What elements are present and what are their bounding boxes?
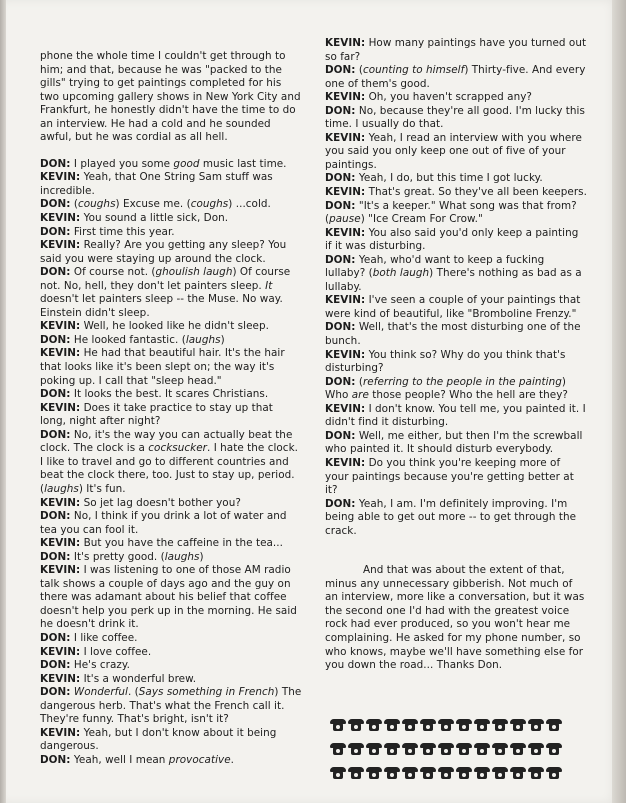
speaker-label: DON: bbox=[40, 659, 71, 672]
text-run: ) bbox=[220, 333, 225, 346]
italic-text: laughs bbox=[44, 482, 79, 495]
dialogue-line bbox=[325, 294, 587, 321]
telephone-icon bbox=[330, 767, 346, 779]
italic-text: It bbox=[265, 279, 273, 292]
telephone-ornament bbox=[330, 715, 590, 787]
dialogue-line bbox=[40, 171, 302, 198]
speaker-label: KEVIN: bbox=[40, 320, 81, 333]
telephone-row bbox=[330, 763, 590, 783]
speaker-label: DON: bbox=[40, 388, 71, 401]
speaker-label: KEVIN: bbox=[40, 496, 81, 509]
text-run: I don't know. You tell me, you painted it. I didn't find it disturbing. bbox=[325, 402, 586, 429]
telephone-icon bbox=[420, 767, 436, 779]
dialogue-line bbox=[40, 388, 302, 402]
text-run: Oh, you haven't scrapped any? bbox=[365, 91, 532, 104]
telephone-icon bbox=[492, 743, 508, 755]
text-run: ) bbox=[199, 550, 204, 563]
text-run: ) It's fun. bbox=[78, 482, 126, 495]
dialogue-line bbox=[40, 266, 302, 320]
dialogue-line bbox=[325, 254, 587, 295]
speaker-label: DON: bbox=[40, 333, 71, 346]
speaker-label: DON: bbox=[40, 428, 71, 441]
dialogue-line bbox=[325, 37, 587, 64]
telephone-icon bbox=[384, 743, 400, 755]
speaker-label: DON: bbox=[40, 225, 71, 238]
dialogue-line bbox=[40, 551, 302, 565]
telephone-icon bbox=[474, 767, 490, 779]
telephone-icon bbox=[546, 767, 562, 779]
text-run: It looks the best. It scares Christians. bbox=[70, 388, 269, 401]
text-run: ) Excuse me. ( bbox=[115, 198, 191, 211]
text-run: doesn't let painters sleep -- the Muse. No way. Einstein didn't sleep. bbox=[40, 293, 283, 319]
dialogue-line bbox=[40, 320, 302, 334]
dialogue-line bbox=[40, 537, 302, 551]
telephone-icon bbox=[366, 767, 382, 779]
text-run: . bbox=[230, 753, 235, 766]
speaker-label: KEVIN: bbox=[40, 401, 81, 414]
dialogue-line bbox=[40, 564, 302, 632]
text-run: phone the whole time I couldn't get through to him; and that, because he was "packed to the gills" trying to get paintings completed for his two upcoming gallery shows in New York City and Frankfurt, he honestly didn't have the time to do an interview. He had a cold and he sounded awful, but he was cordial as all hell. bbox=[40, 50, 301, 144]
dialogue-line bbox=[40, 198, 302, 212]
text-run: Yeah, well I mean bbox=[70, 753, 169, 766]
italic-text: counting to himself bbox=[362, 64, 465, 77]
telephone-row bbox=[330, 715, 590, 735]
text-run: Well, that's the most disturbing one of the bunch. bbox=[325, 321, 581, 348]
dialogue-line bbox=[40, 659, 302, 673]
text-run: He had that beautiful hair. It's the hair that looks like it's been slept on; the way it's poking up. I call that "sleep head." bbox=[40, 347, 285, 387]
telephone-icon bbox=[492, 767, 508, 779]
italic-text: ghoulish laugh bbox=[155, 266, 233, 279]
telephone-icon bbox=[474, 743, 490, 755]
italic-text: are bbox=[351, 389, 369, 402]
dialogue-line bbox=[40, 632, 302, 646]
text-run: Does it take practice to stay up that long, night after night? bbox=[40, 401, 273, 428]
text-run: It's pretty good. ( bbox=[70, 550, 165, 563]
telephone-icon bbox=[402, 743, 418, 755]
telephone-icon bbox=[348, 743, 364, 755]
dialogue-line bbox=[40, 334, 302, 348]
text-run: ( bbox=[355, 64, 363, 77]
dialogue-line bbox=[325, 172, 587, 186]
text-run: . ( bbox=[127, 686, 139, 699]
telephone-icon bbox=[420, 743, 436, 755]
speaker-label: DON: bbox=[325, 429, 356, 442]
telephone-icon bbox=[510, 743, 526, 755]
text-run: music last time. bbox=[199, 157, 287, 170]
speaker-label: KEVIN: bbox=[40, 347, 81, 360]
dialogue-line bbox=[325, 321, 587, 348]
text-run: Yeah, that One String Sam stuff was incredible. bbox=[40, 171, 273, 197]
telephone-row bbox=[330, 739, 590, 759]
speaker-label: DON: bbox=[40, 198, 71, 211]
speaker-label: KEVIN: bbox=[40, 726, 81, 739]
speaker-label: DON: bbox=[325, 321, 356, 334]
dialogue-line bbox=[40, 497, 302, 511]
speaker-label: DON: bbox=[325, 104, 356, 117]
telephone-icon bbox=[456, 743, 472, 755]
speaker-label: DON: bbox=[325, 64, 356, 77]
telephone-icon bbox=[366, 719, 382, 731]
speaker-label: KEVIN: bbox=[325, 456, 366, 469]
telephone-icon bbox=[456, 719, 472, 731]
dialogue-line bbox=[325, 457, 587, 498]
telephone-icon bbox=[330, 719, 346, 731]
dialogue-line bbox=[325, 186, 587, 200]
text-run: Well, he looked like he didn't sleep. bbox=[80, 320, 269, 333]
text-run: ( bbox=[355, 375, 363, 388]
text-run: I played you some bbox=[70, 157, 174, 170]
text-run: ) Thirty-five. And every one of them's good. bbox=[325, 64, 586, 90]
text-run: Yeah, who'd want to keep a fucking lullaby? ( bbox=[325, 253, 545, 280]
left-column bbox=[40, 37, 302, 767]
speaker-label: KEVIN: bbox=[40, 564, 81, 577]
text-run: No, it's the way you can actually beat the clock. The clock is a bbox=[40, 428, 293, 455]
narration-paragraph bbox=[325, 564, 587, 672]
speaker-label: DON: bbox=[325, 253, 356, 266]
speaker-label: KEVIN: bbox=[40, 212, 81, 225]
text-run: ) ...cold. bbox=[228, 198, 271, 211]
italic-text: coughs bbox=[190, 198, 229, 211]
dialogue-line bbox=[325, 227, 587, 254]
dialogue-line bbox=[40, 402, 302, 429]
telephone-icon bbox=[402, 719, 418, 731]
italic-text: laughs bbox=[164, 550, 200, 563]
italic-text: laughs bbox=[185, 333, 221, 346]
telephone-icon bbox=[348, 767, 364, 779]
text-run: No, because they're all good. I'm lucky this time. I usually do that. bbox=[325, 104, 585, 131]
text-run: ) "Ice Cream For Crow." bbox=[360, 213, 483, 226]
speaker-label: KEVIN: bbox=[325, 186, 366, 199]
text-run: So jet lag doesn't bother you? bbox=[80, 496, 241, 509]
speaker-label: DON: bbox=[325, 172, 356, 185]
text-run: Yeah, but I don't know about it being dangerous. bbox=[40, 726, 277, 753]
dialogue-line bbox=[40, 727, 302, 754]
dialogue-line bbox=[325, 403, 587, 430]
telephone-icon bbox=[528, 743, 544, 755]
text-run: No, I think if you drink a lot of water and tea you can fool it. bbox=[40, 510, 287, 536]
dialogue-line bbox=[40, 510, 302, 537]
text-run: ( bbox=[70, 198, 78, 211]
dialogue-line bbox=[325, 132, 587, 173]
telephone-icon bbox=[474, 719, 490, 731]
dialogue-line bbox=[325, 498, 587, 539]
dialogue-line bbox=[40, 754, 302, 768]
text-run: He's crazy. bbox=[70, 659, 130, 672]
text-run: You think so? Why do you think that's disturbing? bbox=[325, 348, 566, 375]
italic-text: coughs bbox=[77, 198, 116, 211]
telephone-icon bbox=[330, 743, 346, 755]
text-run: Well, me either, but then I'm the screwball who painted it. It should disturb everybody. bbox=[325, 429, 583, 456]
text-run: I love coffee. bbox=[80, 645, 152, 658]
dialogue-line bbox=[40, 239, 302, 266]
text-run: He looked fantastic. ( bbox=[70, 333, 186, 346]
dialogue-line bbox=[325, 64, 587, 91]
speaker-label: KEVIN: bbox=[325, 294, 366, 307]
text-run: "It's a keeper." What song was that from? ( bbox=[325, 199, 577, 226]
text-run: . I hate the clock. I like to travel and go to different countries and beat the clock there, too. Just to stay up, period. ( bbox=[40, 442, 298, 495]
telephone-icon bbox=[528, 719, 544, 731]
telephone-icon bbox=[384, 719, 400, 731]
telephone-icon bbox=[420, 719, 436, 731]
speaker-label: DON: bbox=[40, 686, 71, 699]
speaker-label: DON: bbox=[40, 753, 71, 766]
speaker-label: KEVIN: bbox=[40, 537, 81, 550]
speaker-label: KEVIN: bbox=[325, 348, 366, 361]
dialogue-line bbox=[40, 646, 302, 660]
paragraph-gap bbox=[325, 538, 587, 551]
speaker-label: KEVIN: bbox=[325, 226, 366, 239]
speaker-label: DON: bbox=[325, 199, 356, 212]
telephone-icon bbox=[492, 719, 508, 731]
paragraph-gap bbox=[40, 145, 302, 158]
dialogue-line bbox=[40, 673, 302, 687]
right-column bbox=[325, 37, 587, 673]
speaker-label: DON: bbox=[40, 550, 71, 563]
text-run: But you have the caffeine in the tea... bbox=[80, 537, 283, 550]
dialogue-line bbox=[325, 91, 587, 105]
text-run: How many paintings have you turned out so far? bbox=[325, 37, 587, 63]
dialogue-line bbox=[325, 430, 587, 457]
italic-text: both laugh bbox=[372, 267, 430, 280]
telephone-icon bbox=[456, 767, 472, 779]
telephone-icon bbox=[402, 767, 418, 779]
text-run: It's a wonderful brew. bbox=[80, 672, 197, 685]
speaker-label: DON: bbox=[40, 157, 71, 170]
telephone-icon bbox=[438, 719, 454, 731]
italic-text: pause bbox=[329, 213, 361, 226]
speaker-label: KEVIN: bbox=[40, 239, 81, 252]
telephone-icon bbox=[438, 743, 454, 755]
dialogue-line bbox=[40, 212, 302, 226]
narration-paragraph bbox=[40, 50, 302, 145]
speaker-label: KEVIN: bbox=[325, 37, 366, 49]
italic-text: provocative bbox=[168, 753, 231, 766]
italic-text: good bbox=[173, 157, 200, 170]
italic-text: cocksucker bbox=[148, 442, 207, 455]
speaker-label: KEVIN: bbox=[40, 672, 81, 685]
text-run: ) There's nothing as bad as a lullaby. bbox=[325, 267, 582, 293]
dialogue-line bbox=[325, 105, 587, 132]
italic-text: Wonderful bbox=[73, 686, 128, 699]
telephone-icon bbox=[510, 719, 526, 731]
dialogue-line bbox=[40, 226, 302, 240]
speaker-label: DON: bbox=[40, 631, 71, 644]
speaker-label: DON: bbox=[325, 497, 356, 510]
text-run: You sound a little sick, Don. bbox=[80, 212, 229, 225]
text-run: And that was about the extent of that, minus any unnecessary gibberish. Not much of an interview, more like a conversation, but it was the second one I'd had with the greatest voice rock had ever produced, so you won't hear me complaining. He asked for my phone number, so who knows, maybe we'll have something else for you down the road... Thanks Don. bbox=[325, 564, 585, 672]
telephone-icon bbox=[366, 743, 382, 755]
speaker-label: KEVIN: bbox=[40, 171, 81, 184]
telephone-icon bbox=[384, 767, 400, 779]
telephone-icon bbox=[438, 767, 454, 779]
telephone-icon bbox=[348, 719, 364, 731]
dialogue-line bbox=[325, 349, 587, 376]
page-edge-right bbox=[612, 0, 626, 803]
text-run: those people? Who the hell are they? bbox=[368, 389, 568, 402]
text-run: That's great. So they've all been keepers. bbox=[365, 186, 587, 199]
dialogue-line bbox=[325, 200, 587, 227]
dialogue-line bbox=[40, 347, 302, 388]
dialogue-line bbox=[40, 686, 302, 727]
speaker-label: DON: bbox=[40, 510, 71, 523]
text-run: ) Who bbox=[325, 375, 566, 402]
dialogue-line bbox=[325, 376, 587, 403]
speaker-label: KEVIN: bbox=[325, 131, 366, 144]
speaker-label: KEVIN: bbox=[325, 402, 366, 415]
text-run: Do you think you're keeping more of your paintings because you're getting better at it? bbox=[325, 456, 574, 497]
italic-text: referring to the people in the painting bbox=[362, 375, 562, 388]
text-run: ) The dangerous herb. That's what the French call it. They're funny. That's bright, isn't it? bbox=[40, 686, 302, 726]
italic-text: Says something in French bbox=[138, 686, 275, 699]
text-run: Yeah, I do, but this time I got lucky. bbox=[355, 172, 543, 185]
text-run: First time this year. bbox=[70, 225, 175, 238]
speaker-label: KEVIN: bbox=[40, 645, 81, 658]
text-run: ) Of course not. No, hell, they don't let painters sleep. bbox=[40, 266, 291, 292]
telephone-icon bbox=[528, 767, 544, 779]
text-run: Yeah, I read an interview with you where you said you only keep one out of five of your paintings. bbox=[325, 131, 582, 171]
telephone-icon bbox=[546, 719, 562, 731]
text-run: I like coffee. bbox=[70, 631, 138, 644]
text-run: I've seen a couple of your paintings that were kind of beautiful, like "Bromboline Frenzy." bbox=[325, 294, 581, 320]
text-run: Of course not. ( bbox=[70, 266, 156, 279]
speaker-label: DON: bbox=[325, 375, 356, 388]
telephone-icon bbox=[546, 743, 562, 755]
telephone-icon bbox=[510, 767, 526, 779]
text-run: You also said you'd only keep a painting if it was disturbing. bbox=[325, 226, 579, 253]
dialogue-line bbox=[40, 158, 302, 172]
text-run: I was listening to one of those AM radio talk shows a couple of days ago and the guy on there was adamant about his belief that coffee doesn't help you perk up in the morning. He said he doesn't drink it. bbox=[40, 564, 297, 631]
speaker-label: KEVIN: bbox=[325, 91, 366, 104]
text-run: Yeah, I am. I'm definitely improving. I'm being able to get out more -- to get through the crack. bbox=[325, 497, 577, 537]
speaker-label: DON: bbox=[40, 266, 71, 279]
dialogue-line bbox=[40, 429, 302, 497]
text-run: Really? Are you getting any sleep? You said you were staying up around the clock. bbox=[40, 239, 287, 265]
